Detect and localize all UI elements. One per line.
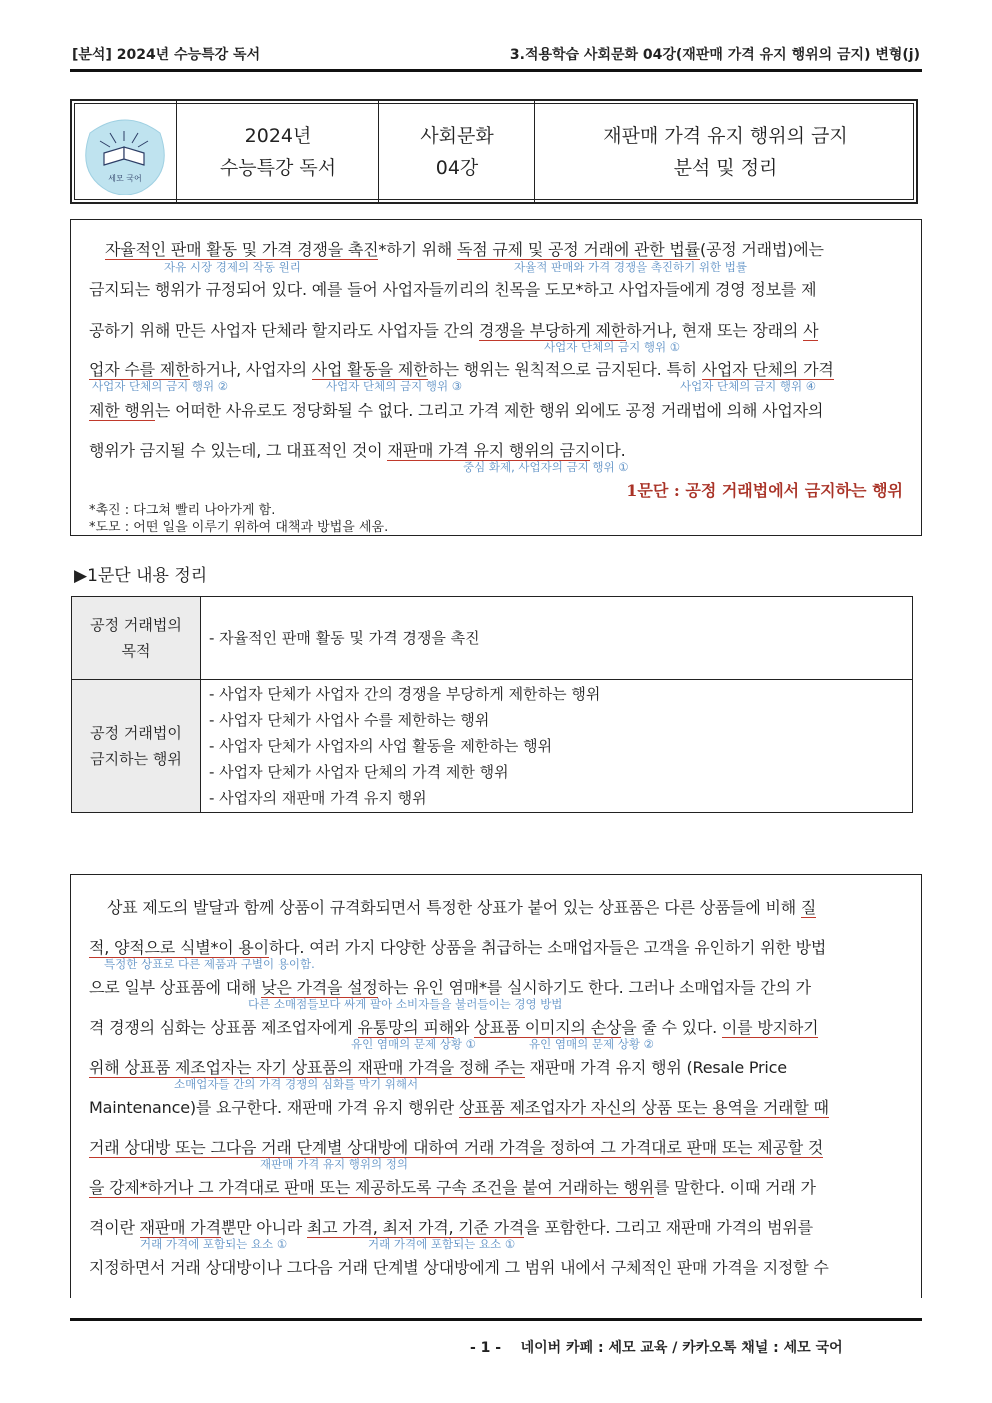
annotation: 특정한 상표로 다른 제품과 구별이 용이함.: [104, 957, 315, 971]
annotation: 자율적 판매와 가격 경쟁을 촉진하기 위한 법률: [514, 260, 748, 274]
table-row: [72, 597, 913, 680]
table-row: [72, 680, 913, 813]
passage1-line: 제한 행위는 어떠한 사유로도 정당화될 수 없다. 그리고 가격 제한 행위 외에도 공정 거래법에 의해 사업자의: [89, 401, 824, 420]
passage1-line: 자율적인 판매 활동 및 가격 경쟁을 촉진*하기 위해 독점 규제 및 공정 거래에 관한 법률(공정 거래법)에는: [105, 240, 824, 259]
annotation: 중심 화제, 사업자의 금지 행위 ①: [463, 460, 629, 474]
annotation: 재판매 가격 유지 행위의 정의: [260, 1157, 408, 1171]
row-header: 공정 거래법이 금지하는 행위: [72, 680, 201, 813]
passage-2: [70, 874, 922, 1298]
passage1-line: 공하기 위해 만든 사업자 단체라 할지라도 사업자들 간의 경쟁을 부당하게 제한하거나, 현재 또는 장래의 사: [89, 321, 819, 340]
title-unit: 04강: [435, 156, 479, 179]
passage2-line: 격 경쟁의 심화는 상표품 제조업자에게 유통망의 피해와 상표품 이미지의 손상을 줄 수 있다. 이를 방지하기: [89, 1018, 819, 1037]
passage2-line: 격이란 재판매 가격뿐만 아니라 최고 가격, 최저 가격, 기준 가격을 포함한다. 그리고 재판매 가격의 범위를: [89, 1218, 813, 1237]
row-content: - 사업자 단체가 사업자 간의 경쟁을 부당하게 제한하는 행위 - 사업자 단체가 사업사 수를 제한하는 행위 - 사업자 단체가 사업자의 사업 활동을 제한하는 행위 - 사업자 단체가 사업자 단체의 가격 제한 행위 - 사업자의 재판매 가격 유지 행위: [201, 680, 913, 813]
annotation: 다른 소매점들보다 싸게 팔아 소비자들을 불러들이는 경영 방법: [248, 997, 563, 1011]
title-cell-unit: [378, 101, 535, 202]
header-left: [분석] 2024년 수능특강 독서: [72, 47, 261, 63]
book-logo-icon: [82, 113, 168, 195]
passage1-line: 업자 수를 제한하거나, 사업자의 사업 활동을 제한하는 행위는 원칙적으로 금지된다. 특히 사업자 단체의 가격: [89, 360, 834, 379]
title-box: [70, 99, 918, 204]
footer-rule: [70, 1318, 922, 1321]
annotation: 유인 염매의 문제 상황 ①: [351, 1037, 476, 1051]
paragraph-summary: 1문단 : 공정 거래법에서 금지하는 행위: [626, 481, 903, 500]
summary-table: [71, 596, 913, 813]
passage2-line: 적, 양적으로 식별*이 용이하다. 여러 가지 다양한 상품을 취급하는 소매업자들은 고객을 유인하기 위한 방법: [89, 938, 827, 957]
passage-1: [70, 219, 922, 536]
passage2-line: 상표 제도의 발달과 함께 상품이 규격화되면서 특정한 상표가 붙어 있는 상표품은 다른 상품들에 비해 질: [107, 898, 817, 917]
logo-text: 세모 국어: [108, 174, 142, 183]
page-header: [72, 44, 920, 66]
row-header: 공정 거래법의 목적: [72, 597, 201, 680]
passage2-line: 거래 상대방 또는 그다음 거래 단계별 상대방에 대하여 거래 가격을 정하여 그 가격대로 판매 또는 제공할 것: [89, 1138, 824, 1157]
header-right: 3.적용학습 사회문화 04강(재판매 가격 유지 행위의 금지) 변형(j): [509, 47, 920, 63]
footnote: *도모 : 어떤 일을 이루기 위하여 대책과 방법을 세움.: [89, 520, 389, 535]
row-content: - 자율적인 판매 활동 및 가격 경쟁을 촉진: [201, 597, 913, 680]
title-year: 2024년: [244, 124, 312, 147]
annotation: 자유 시장 경제의 작동 원리: [164, 260, 301, 274]
annotation: 유인 염매의 문제 상황 ②: [529, 1037, 654, 1051]
annotation: 거래 가격에 포함되는 요소 ①: [368, 1237, 516, 1251]
annotation: 소매업자들 간의 가격 경쟁의 심화를 막기 위해서: [174, 1077, 419, 1091]
title-cell-topic: [534, 101, 916, 202]
passage2-line: 을 강제*하거나 그 가격대로 판매 또는 제공하도록 구속 조건을 붙여 거래하는 행위를 말한다. 이때 거래 가: [89, 1178, 816, 1197]
passage2-line: 위해 상표품 제조업자는 자기 상표품의 재판매 가격을 정해 주는 재판매 가격 유지 행위 (Resale Price: [89, 1058, 787, 1077]
summary-title: ▶1문단 내용 정리: [74, 566, 208, 586]
passage1-line: 금지되는 행위가 규정되어 있다. 예를 들어 사업자들끼리의 친목을 도모*하고 사업자들에게 경영 정보를 제: [89, 280, 817, 299]
title-book: 수능특강 독서: [219, 156, 337, 179]
footnote: *촉진 : 다그쳐 빨리 나아가게 함.: [89, 503, 276, 518]
title-topic: 재판매 가격 유지 행위의 금지: [603, 124, 848, 147]
annotation: 거래 가격에 포함되는 요소 ①: [140, 1237, 288, 1251]
passage2-line: 지정하면서 거래 상대방이나 그다음 거래 단계별 상대방에게 그 범위 내에서 구체적인 판매 가격을 지정할 수: [89, 1258, 829, 1277]
annotation: 사업자 단체의 금지 행위 ②: [92, 379, 229, 393]
passage2-line: Maintenance)를 요구한다. 재판매 가격 유지 행위란 상표품 제조업자가 자신의 상품 또는 용역을 거래할 때: [89, 1098, 829, 1117]
page-footer: - 1 - 네이버 카페 : 세모 교육 / 카카오톡 채널 : 세모 국어: [470, 1340, 843, 1356]
title-subject: 사회문화: [420, 124, 494, 147]
passage2-line: 으로 일부 상표품에 대해 낮은 가격을 설정하는 유인 염매*를 실시하기도 한다. 그러나 소매업자들 간의 가: [89, 978, 811, 997]
title-analysis: 분석 및 정리: [673, 156, 778, 179]
passage1-line: 행위가 금지될 수 있는데, 그 대표적인 것이 재판매 가격 유지 행위의 금지이다.: [89, 441, 626, 460]
header-rule: [70, 69, 922, 72]
annotation: 사업자 단체의 금지 행위 ①: [544, 340, 681, 354]
title-cell-book: [176, 101, 379, 202]
annotation: 사업자 단체의 금지 행위 ③: [326, 379, 463, 393]
annotation: 사업자 단체의 금지 행위 ④: [680, 379, 817, 393]
